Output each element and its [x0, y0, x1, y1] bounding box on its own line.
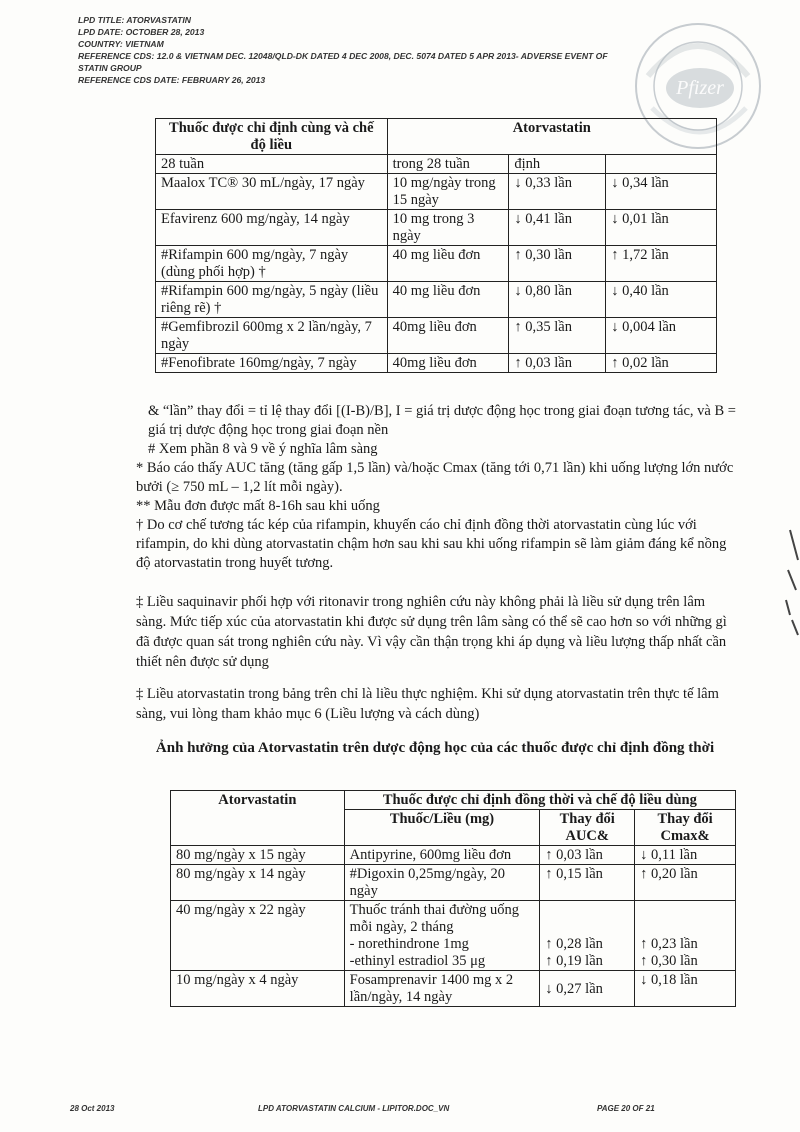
table-cell: [540, 901, 635, 971]
table-cell: ↓ 0,80 lần: [509, 282, 606, 318]
table-cell: 10 mg trong 3 ngày: [387, 210, 509, 246]
saquinavir-note: ‡ Liều saquinavir phối hợp với ritonavir trong nghiên cứu này không phải là liều sử dụng trên lâm sàng. Mức tiếp xúc của atorvastatin khi được sử dụng trên lâm sàng có thể sẽ cao hơn so với những gì đã được quan sát trong nghiên cứu này. Vì vậy cần thận trọng khi áp dụng và liều lượng thấp nhất cần thiết nên được sử dụng: [136, 594, 727, 670]
table-row: [156, 155, 717, 174]
table-cell: #Fenofibrate 160mg/ngày, 7 ngày: [156, 354, 388, 373]
header-reference-date: REFERENCE CDS DATE: FEBRUARY 26, 2013: [78, 75, 266, 85]
table-cell: 10 mg/ngày trong 15 ngày: [387, 174, 509, 210]
table-row: [156, 282, 717, 318]
footnote-rifampin: † Do cơ chế tương tác kép của rifampin, khuyến cáo chỉ định đồng thời atorvastatin cùng lúc với rifampin, do khi dùng atorvastatin chậm hơn sau khi sau khi uống rifampin sẽ làm giảm đáng kể nồng độ atorvastatin trong huyết tương.: [136, 517, 727, 571]
table-cell: #Rifampin 600 mg/ngày, 5 ngày (liều riêng rẽ) †: [156, 282, 388, 318]
table-cell: 40mg liều đơn: [387, 354, 509, 373]
footnote-grapefruit: * Báo cáo thấy AUC tăng (tăng gấp 1,5 lần) và/hoặc Cmax (tăng tới 0,71 lần) khi uống lượng lớn nước bưởi (≥ 750 mL – 1,2 lít mỗi ngày).: [136, 460, 734, 495]
header-title: LPD TITLE: ATORVASTATIN: [78, 15, 191, 25]
footer-date: 28 Oct 2013: [70, 1104, 115, 1113]
table-cell: Fosamprenavir 1400 mg x 2 lần/ngày, 14 ngày: [344, 971, 540, 1007]
cell-line: ↑ 0,28 lần: [545, 936, 603, 952]
table-cell: #Digoxin 0,25mg/ngày, 20 ngày: [344, 865, 540, 901]
table-header-coadministered: Thuốc được chỉ định đồng thời và chế độ liều dùng: [344, 791, 735, 810]
table-cell: #Gemfibrozil 600mg x 2 lần/ngày, 7 ngày: [156, 318, 388, 354]
header-reference: REFERENCE CDS: 12.0 & VIETNAM DEC. 12048/QLD-DK DATED 4 DEC 2008, DEC. 5074 DATED 5 APR 2013- ADVERSE EVENT OF: [78, 51, 608, 61]
dose-note: ‡ Liều atorvastatin trong bảng trên chỉ là liều thực nghiệm. Khi sử dụng atorvastatin trên thực tế lâm sàng, vui lòng tham khảo mục 6 (Liều lượng và cách dùng): [136, 686, 719, 722]
table-cell: ↓ 0,34 lần: [606, 174, 717, 210]
interaction-table-2: [170, 790, 736, 1007]
table-row: [171, 901, 736, 971]
header-reference-cont: STATIN GROUP: [78, 63, 142, 73]
table-cell: ↓ 0,11 lần: [635, 846, 736, 865]
table-cell: 40 mg liều đơn: [387, 282, 509, 318]
table-cell: ↓ 0,33 lần: [509, 174, 606, 210]
table-cell: ↑ 0,30 lần: [509, 246, 606, 282]
table-cell: [606, 155, 717, 174]
cell-line: -ethinyl estradiol 35 μg: [349, 953, 486, 969]
table-row: [156, 354, 717, 373]
table-header-cmax: Thay đổi Cmax&: [635, 810, 736, 846]
table-cell: ↑ 1,72 lần: [606, 246, 717, 282]
table-row: [171, 971, 736, 1007]
table-header-row: [171, 791, 736, 810]
table-row: [156, 246, 717, 282]
footer-page-number: PAGE 20 OF 21: [597, 1104, 655, 1113]
table-cell: [635, 901, 736, 971]
table-cell: Antipyrine, 600mg liều đơn: [344, 846, 540, 865]
footnote-sampling: ** Mẫu đơn được mất 8-16h sau khi uống: [136, 498, 380, 514]
table-cell: ↓ 0,01 lần: [606, 210, 717, 246]
table-cell: 40 mg liều đơn: [387, 246, 509, 282]
table-header-coadministered: Thuốc được chỉ định cùng và chế độ liều: [156, 119, 388, 155]
table-cell: định: [509, 155, 606, 174]
table-cell: ↓ 0,18 lần: [635, 971, 736, 1007]
table-cell: ↓ 0,41 lần: [509, 210, 606, 246]
table-header-atorvastatin: Atorvastatin: [387, 119, 716, 155]
cell-line: ↑ 0,19 lần: [545, 953, 603, 969]
section-title: Ảnh hưởng của Atorvastatin trên dược động học của các thuốc được chỉ định đồng thời: [155, 740, 715, 756]
table-cell: Maalox TC® 30 mL/ngày, 17 ngày: [156, 174, 388, 210]
table-footnotes: [136, 402, 736, 573]
table-cell: ↑ 0,15 lần: [540, 865, 635, 901]
table-header-auc: Thay đổi AUC&: [540, 810, 635, 846]
table-cell: #Rifampin 600 mg/ngày, 7 ngày (dùng phối hợp) †: [156, 246, 388, 282]
table-cell: ↓ 0,27 lần: [540, 971, 635, 1007]
cell-line: ↑ 0,30 lần: [640, 953, 698, 969]
table-cell: 40mg liều đơn: [387, 318, 509, 354]
table-cell: [344, 901, 540, 971]
footnote-clinical-significance: # Xem phần 8 và 9 về ý nghĩa lâm sàng: [148, 441, 378, 457]
table-cell: ↑ 0,03 lần: [540, 846, 635, 865]
table-cell: ↑ 0,03 lần: [509, 354, 606, 373]
table-cell: ↑ 0,35 lần: [509, 318, 606, 354]
table-cell: 80 mg/ngày x 15 ngày: [171, 846, 345, 865]
cell-line: ↑ 0,23 lần: [640, 936, 698, 952]
table-cell: ↓ 0,004 lần: [606, 318, 717, 354]
interaction-table-1: [155, 118, 717, 373]
table-header-row: [156, 119, 717, 155]
header-date: LPD DATE: OCTOBER 28, 2013: [78, 27, 205, 37]
table-cell: ↓ 0,40 lần: [606, 282, 717, 318]
table-header-atorvastatin: Atorvastatin: [171, 791, 345, 846]
table-row: [156, 174, 717, 210]
table-cell: 28 tuần: [156, 155, 388, 174]
table-row: [156, 210, 717, 246]
table-cell: ↑ 0,20 lần: [635, 865, 736, 901]
table-cell: 40 mg/ngày x 22 ngày: [171, 901, 345, 971]
svg-text:Pfizer: Pfizer: [676, 77, 724, 99]
table-row: [156, 318, 717, 354]
footer-document: LPD ATORVASTATIN CALCIUM - LIPITOR.DOC_VN: [258, 1104, 450, 1113]
table-row: [171, 865, 736, 901]
table-cell: trong 28 tuần: [387, 155, 509, 174]
cell-line: Thuốc tránh thai đường uống mỗi ngày, 2 tháng: [349, 902, 520, 935]
table-cell: 10 mg/ngày x 4 ngày: [171, 971, 345, 1007]
header-country: COUNTRY: VIETNAM: [78, 39, 164, 49]
table-cell: Efavirenz 600 mg/ngày, 14 ngày: [156, 210, 388, 246]
cell-line: - norethindrone 1mg: [349, 936, 469, 952]
margin-pen-mark: [760, 520, 800, 640]
table-cell: ↑ 0,02 lần: [606, 354, 717, 373]
document-header: [78, 14, 608, 86]
footnote-fold-change: & “lần” thay đổi = tỉ lệ thay đổi [(I-B)/B], I = giá trị dược động học trong giai đoạn tương tác, và B = giá trị dược động học trong giai đoạn nền: [148, 403, 736, 438]
table-header-drug-dose: Thuốc/Liều (mg): [344, 810, 540, 846]
table-cell: 80 mg/ngày x 14 ngày: [171, 865, 345, 901]
table-row: [171, 846, 736, 865]
